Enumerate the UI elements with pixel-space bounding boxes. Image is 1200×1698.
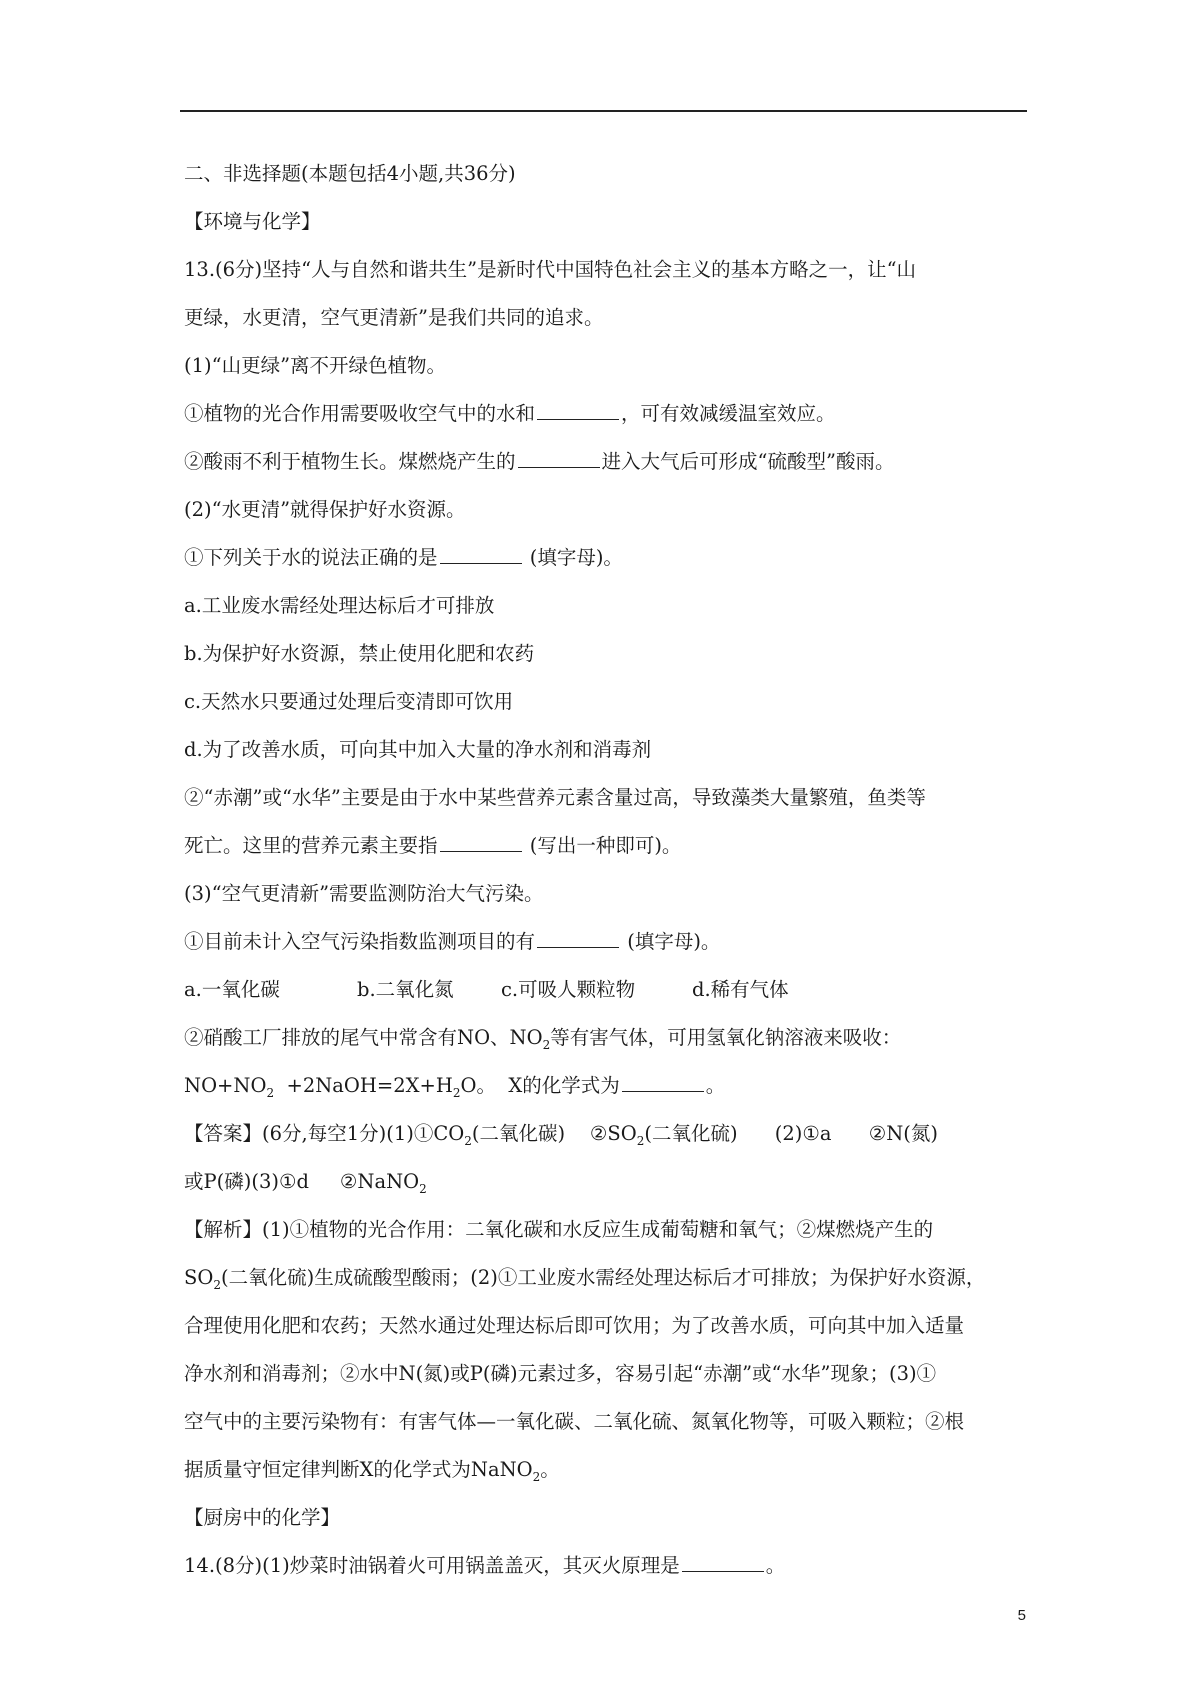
answer-blank: [537, 405, 619, 420]
answer-blank: [440, 549, 522, 564]
q13-stem-line-1: 13.(6分)坚持“人与自然和谐共生”是新时代中国特色社会主义的基本方略之一，让“山: [184, 258, 917, 281]
chemical-equation: $NO+NO_2$ $+2NaOH=2X+H_2O$。 X的化学式为 。: [184, 1074, 726, 1100]
q13-part-3-item-2: ②硝酸工厂排放的尾气中常含有NO、$NO_2$等有害气体，可用氢氧化钠溶液来吸收：: [184, 1026, 902, 1052]
answer-line-2: 或P(磷)(3)①d ②NaNO$_2$: [184, 1170, 427, 1196]
q13-part-2-item-1: ①下列关于水的说法正确的是 (填字母)。: [184, 546, 623, 569]
q13-part-1: (1)“山更绿”离不开绿色植物。: [184, 354, 447, 377]
document-body: [184, 150, 1028, 1590]
answer-blank: [537, 933, 619, 948]
analysis-line-6: 据质量守恒定律判断X的化学式为NaNO$_2$。: [184, 1458, 560, 1484]
q13-part-1-item-2: ②酸雨不利于植物生长。煤燃烧产生的 进入大气后可形成“硫酸型”酸雨。: [184, 450, 895, 473]
q13-part-2-item-2-line-2: 死亡。这里的营养元素主要指 (写出一种即可)。: [184, 834, 682, 857]
answer-line-1: 【答案】(6分,每空1分)$(1)①CO_2$(二氧化碳) $②SO_2$(二氧化硫) (2)①a ②N(氮): [184, 1122, 938, 1148]
header-rule: [180, 110, 1027, 112]
option-a: a.工业废水需经处理达标后才可排放: [184, 594, 495, 617]
section-title: 二、非选择题(本题包括4小题,共36分): [184, 162, 516, 185]
analysis-line-1: 【解析】(1)①植物的光合作用：二氧化碳和水反应生成葡萄糖和氧气；②煤燃烧产生的: [184, 1218, 934, 1241]
q13-part-3-item-1: ①目前未计入空气污染指数监测项目的有 (填字母)。: [184, 930, 721, 953]
q13-part-2-item-2-line-1: ②“赤潮”或“水华”主要是由于水中某些营养元素含量过高，导致藻类大量繁殖，鱼类等: [184, 786, 926, 809]
q13-part-2: (2)“水更清”就得保护好水资源。: [184, 498, 466, 521]
option-d: d.为了改善水质，可向其中加入大量的净水剂和消毒剂: [184, 738, 652, 761]
analysis-line-3: 合理使用化肥和农药；天然水通过处理达标后即可饮用；为了改善水质，可向其中加入适量: [184, 1314, 965, 1337]
answer-blank: [682, 1557, 764, 1572]
q13-part-3-options: [184, 966, 1028, 1014]
option-b: b.为保护好水资源，禁止使用化肥和农药: [184, 642, 535, 665]
analysis-line-4: 净水剂和消毒剂；②水中N(氮)或P(磷)元素过多，容易引起“赤潮”或“水华”现象；(3)①: [184, 1362, 937, 1385]
option-c: c.可吸人颗粒物: [501, 978, 636, 1001]
q14-line-1: 14.(8分)(1)炒菜时油锅着火可用锅盖盖灭，其灭火原理是 。: [184, 1554, 786, 1577]
q13-part-1-item-1: ①植物的光合作用需要吸收空气中的水和 ，可有效减缓温室效应。: [184, 402, 836, 425]
option-a: a.一氧化碳: [184, 978, 280, 1001]
q13-stem-line-2: 更绿，水更清，空气更清新”是我们共同的追求。: [184, 306, 604, 329]
answer-blank: [440, 837, 522, 852]
q13-part-3: (3)“空气更清新”需要监测防治大气污染。: [184, 882, 544, 905]
page-number: 5: [1017, 1607, 1026, 1624]
answer-blank: [518, 453, 600, 468]
analysis-line-2: $SO_2$(二氧化硫)生成硫酸型酸雨；(2)①工业废水需经处理达标后才可排放；为保护好水资源，: [184, 1266, 986, 1292]
option-b: b.二氧化氮: [357, 978, 454, 1001]
topic-heading: 【厨房中的化学】: [184, 1506, 341, 1529]
option-d: d.稀有气体: [692, 978, 789, 1001]
option-c: c.天然水只要通过处理后变清即可饮用: [184, 690, 514, 713]
answer-blank: [622, 1077, 704, 1092]
analysis-line-5: 空气中的主要污染物有：有害气体—一氧化碳、二氧化硫、氮氧化物等，可吸入颗粒；②根: [184, 1410, 965, 1433]
topic-heading: 【环境与化学】: [184, 210, 321, 233]
